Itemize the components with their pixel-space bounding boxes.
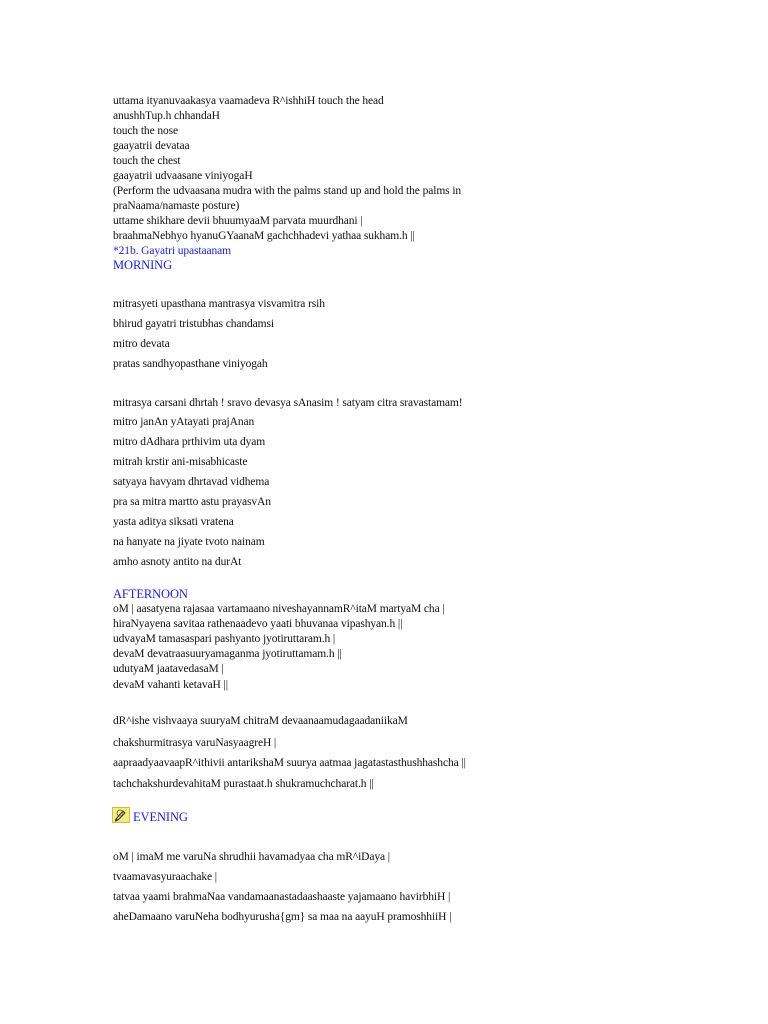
text-line: mitrasyeti upasthana mantrasya visvamitra rsih xyxy=(113,298,325,310)
text-line: mitro janAn yAtayati prajAnan xyxy=(113,416,255,428)
text-line: oM | aasatyena rajasaa vartamaano niveshayannamR^itaM martyaM cha | xyxy=(113,603,445,615)
text-line: hiraNyayena savitaa rathenaadevo yaati bhuvanaa vipashyan.h || xyxy=(113,618,403,630)
text-line: mitrah krstir ani-misabhicaste xyxy=(113,456,248,468)
text-line: aapraadyaavaapR^ithivii antarikshaM suurya aatmaa jagatastasthushhashcha || xyxy=(113,757,466,769)
text-line: devaM devatraasuuryamaganma jyotiruttamam.h || xyxy=(113,648,342,660)
text-line: mitro dAdhara prthivim uta dyam xyxy=(113,436,266,448)
text-line: tvaamavasyuraachake | xyxy=(113,871,217,883)
text-line: anushhTup.h chhandaH xyxy=(113,110,220,122)
text-line: uttama ityanuvaakasya vaamadeva R^ishhiH touch the head xyxy=(113,95,384,107)
text-line: gaayatrii udvaasane viniyogaH xyxy=(113,170,253,182)
text-line: udvayaM tamasaspari pashyanto jyotiruttaram.h | xyxy=(113,633,336,645)
text-line: gaayatrii devataa xyxy=(113,140,190,152)
note-icon[interactable] xyxy=(112,807,130,823)
text-line: mitro devata xyxy=(113,338,170,350)
text-line: oM | imaM me varuNa shrudhii havamadyaa cha mR^iDaya | xyxy=(113,851,391,863)
text-line: tachchakshurdevahitaM purastaat.h shukramuchcharat.h || xyxy=(113,778,374,790)
section-title: *21b. Gayatri upastaanam xyxy=(113,245,231,257)
evening-heading: EVENING xyxy=(133,810,188,824)
morning-heading: MORNING xyxy=(113,258,173,272)
text-line: bhirud gayatri tristubhas chandamsi xyxy=(113,318,274,330)
text-line: touch the chest xyxy=(113,155,181,167)
text-line: chakshurmitrasya varuNasyaagreH | xyxy=(113,737,277,749)
text-line: tatvaa yaami brahmaNaa vandamaanastadaashaaste yajamaano havirbhiH | xyxy=(113,891,451,903)
text-line: satyaya havyam dhrtavad vidhema xyxy=(113,476,270,488)
text-line: praNaama/namaste posture) xyxy=(113,200,240,212)
text-line: udutyaM jaatavedasaM | xyxy=(113,663,224,675)
text-line: uttame shikhare devii bhuumyaaM parvata muurdhani | xyxy=(113,215,363,227)
text-line: na hanyate na jiyate tvoto nainam xyxy=(113,536,265,548)
text-line: devaM vahanti ketavaH || xyxy=(113,679,228,691)
text-line: amho asnoty antito na durAt xyxy=(113,556,242,568)
text-line: aheDamaano varuNeha bodhyurusha{gm} sa maa na aayuH pramoshhiiH | xyxy=(113,911,452,923)
text-line: touch the nose xyxy=(113,125,179,137)
text-line: pra sa mitra martto astu prayasvAn xyxy=(113,496,271,508)
text-line: dR^ishe vishvaaya suuryaM chitraM devaanaamudagaadaniikaM xyxy=(113,715,408,727)
text-line: (Perform the udvaasana mudra with the palms stand up and hold the palms in xyxy=(113,185,462,197)
text-line: yasta aditya siksati vratena xyxy=(113,516,234,528)
pencil-icon xyxy=(114,808,128,822)
afternoon-heading: AFTERNOON xyxy=(113,587,188,601)
text-line: pratas sandhyopasthane viniyogah xyxy=(113,358,268,370)
text-line: braahmaNebhyo hyanuGYaanaM gachchhadevi yathaa sukham.h || xyxy=(113,230,415,242)
text-line: mitrasya carsani dhrtah ! sravo devasya sAnasim ! satyam citra sravastamam! xyxy=(113,397,463,409)
